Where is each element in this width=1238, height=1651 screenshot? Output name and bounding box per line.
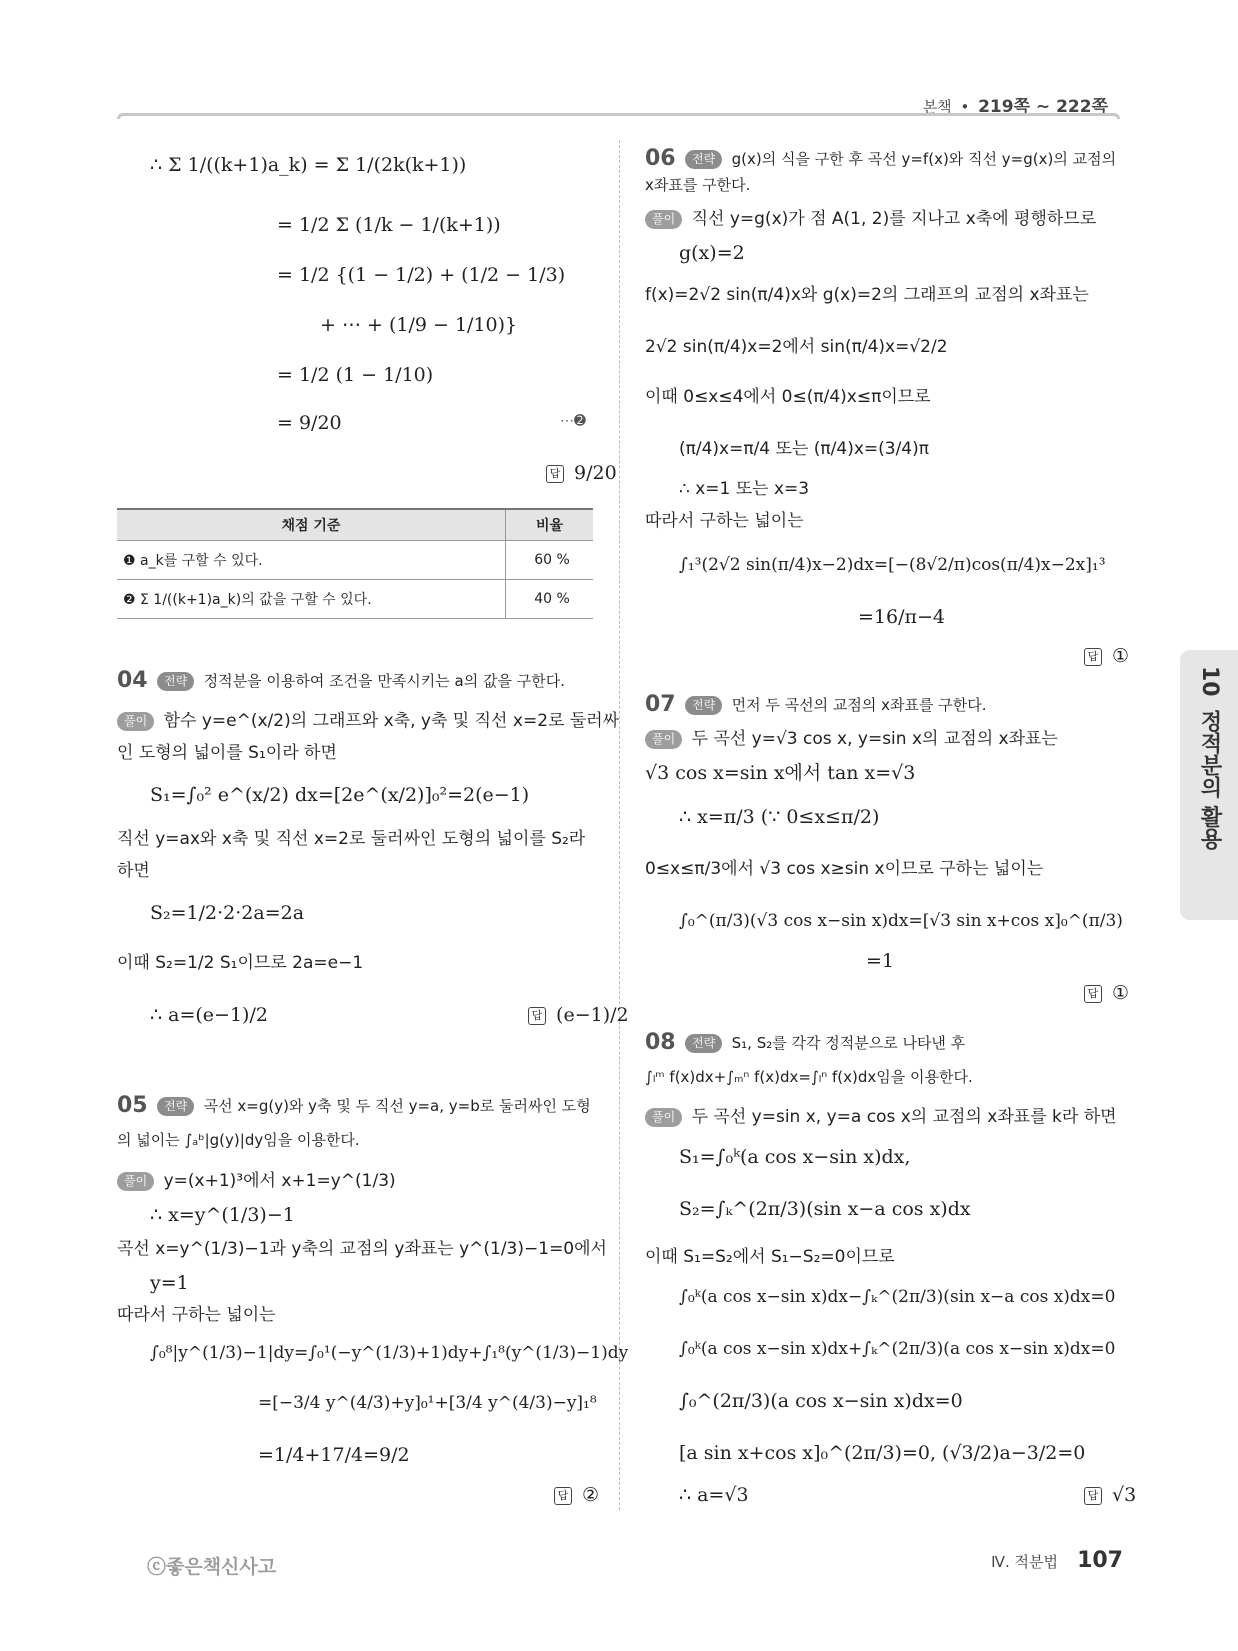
q06-answer	[1084, 645, 1129, 667]
q08-number: 08	[645, 1030, 676, 1055]
q06-line-10: =16/π−4	[858, 606, 945, 628]
q08-line-4: 이때 S₁=S₂에서 S₁−S₂=0이므로	[645, 1247, 895, 1267]
answer-top-value: 9/20	[574, 462, 617, 484]
q05-line-1	[117, 1168, 396, 1194]
answer-icon: 답	[1084, 648, 1102, 666]
scoring-table	[117, 508, 593, 619]
q08-strategy-text-1: S₁, S₂를 각각 정적분으로 나타낸 후	[731, 1034, 966, 1052]
q05-line-4: y=1	[150, 1272, 189, 1294]
q07-line-1-text: 두 곡선 y=√3 cos x, y=sin x의 교점의 x좌표는	[691, 729, 1058, 749]
q06-line-5: 이때 0≤x≤4에서 0≤(π/4)x≤π이므로	[645, 387, 931, 407]
q05-answer	[554, 1484, 599, 1506]
q07-line-1	[645, 726, 1058, 752]
answer-icon: 답	[1084, 1487, 1102, 1505]
q08-answer-value: √3	[1112, 1484, 1137, 1506]
table-cell-criterion: ❶ a_k를 구할 수 있다.	[117, 541, 506, 580]
q04-line-6: S₂=1/2·2·2a=2a	[150, 902, 305, 924]
column-divider	[619, 140, 620, 1510]
q05-answer-value: ②	[582, 1484, 600, 1506]
q04-line-2: 인 도형의 넓이를 S₁이라 하면	[117, 743, 337, 763]
q07-strategy	[645, 692, 986, 718]
chapter-side-tab-text	[1194, 666, 1225, 850]
q08-line-5: ∫₀ᵏ(a cos x−sin x)dx−∫ₖ^(2π/3)(sin x−a cos x)dx=0	[679, 1287, 1116, 1307]
q07-line-5: ∫₀^(π/3)(√3 cos x−sin x)dx=[√3 sin x+cos x]₀^(π/3)	[679, 911, 1123, 931]
q06-answer-value: ①	[1112, 645, 1130, 667]
sum-line-6: = 9/20	[277, 412, 342, 434]
answer-icon: 답	[528, 1007, 546, 1025]
q06-strategy-text-1: g(x)의 식을 구한 후 곡선 y=f(x)와 직선 y=g(x)의 교점의	[731, 150, 1117, 168]
q06-line-9: ∫₁³(2√2 sin(π/4)x−2)dx=[−(8√2/π)cos(π/4)x−2x]₁³	[679, 555, 1106, 575]
strategy-tag: 전략	[685, 150, 722, 169]
q07-number: 07	[645, 692, 676, 717]
table-cell-ratio: 40 %	[506, 580, 594, 619]
q08-line-3: S₂=∫ₖ^(2π/3)(sin x−a cos x)dx	[679, 1198, 971, 1220]
q08-line-2: S₁=∫₀ᵏ(a cos x−sin x)dx,	[679, 1146, 911, 1168]
q04-line-3: S₁=∫₀² e^(x/2) dx=[2e^(x/2)]₀²=2(e−1)	[150, 784, 530, 806]
answer-icon: 답	[1084, 985, 1102, 1003]
q05-number: 05	[117, 1093, 148, 1118]
q04-line-5: 하면	[117, 861, 150, 881]
q04-strategy	[117, 668, 565, 694]
header-bullet: •	[960, 98, 970, 116]
q06-line-1-text: 직선 y=g(x)가 점 A(1, 2)를 지나고 x축에 평행하므로	[691, 209, 1097, 229]
q05-strategy-text-1: 곡선 x=g(y)와 y축 및 두 직선 y=a, y=b로 둘러싸인 도형	[203, 1097, 591, 1115]
q07-line-3: ∴ x=π/3 (∵ 0≤x≤π/2)	[679, 806, 880, 828]
answer-icon: 답	[546, 465, 564, 483]
q06-strategy-2: x좌표를 구한다.	[645, 176, 751, 194]
q08-answer	[1084, 1484, 1136, 1506]
footer-section: Ⅳ. 적분법	[991, 1553, 1058, 1571]
q04-number: 04	[117, 668, 148, 693]
chapter-side-tab	[1180, 650, 1238, 920]
sum-line-3: = 1/2 {(1 − 1/2) + (1/2 − 1/3)	[277, 264, 566, 286]
strategy-tag: 전략	[157, 672, 194, 691]
chapter-number: 10	[1197, 666, 1222, 697]
q07-line-4: 0≤x≤π/3에서 √3 cos x≥sin x이므로 구하는 넓이는	[645, 859, 1044, 879]
q05-line-7: =[−3/4 y^(4/3)+y]₀¹+[3/4 y^(4/3)−y]₁⁸	[258, 1393, 597, 1413]
q08-line-1	[645, 1104, 1117, 1130]
q06-line-1	[645, 206, 1096, 232]
chapter-title: 정적분의 활용	[1197, 710, 1222, 850]
sum-line-5: = 1/2 (1 − 1/10)	[277, 364, 434, 386]
solution-tag: 풀이	[645, 210, 682, 229]
answer-icon: 답	[554, 1487, 572, 1505]
q04-strategy-text: 정적분을 이용하여 조건을 만족시키는 a의 값을 구한다.	[203, 672, 565, 690]
q04-answer	[528, 1004, 629, 1026]
solution-tag: 풀이	[645, 1108, 682, 1127]
strategy-tag: 전략	[685, 1034, 722, 1053]
solution-tag: 풀이	[117, 1172, 154, 1191]
q04-line-8: ∴ a=(e−1)/2	[150, 1004, 268, 1026]
q07-answer	[1084, 982, 1129, 1004]
q07-answer-value: ①	[1112, 982, 1130, 1004]
q06-line-8: 따라서 구하는 넓이는	[645, 511, 804, 531]
q05-strategy-2: 의 넓이는 ∫ₐᵇ|g(y)|dy임을 이용한다.	[117, 1131, 360, 1149]
footer-right	[991, 1548, 1123, 1573]
table-cell-ratio: 60 %	[506, 541, 594, 580]
q05-line-2: ∴ x=y^(1/3)−1	[150, 1204, 295, 1226]
table-cell-criterion: ❷ Σ 1/((k+1)a_k)의 값을 구할 수 있다.	[117, 580, 506, 619]
solution-tag: 풀이	[117, 712, 154, 731]
q06-line-2: g(x)=2	[679, 242, 745, 264]
strategy-tag: 전략	[157, 1097, 194, 1116]
q07-line-6: =1	[866, 950, 895, 972]
q04-line-1-text: 함수 y=e^(x/2)의 그래프와 x축, y축 및 직선 x=2로 둘러싸	[163, 711, 620, 731]
step-marker: ⋯➋	[560, 413, 586, 429]
solution-tag: 풀이	[645, 730, 682, 749]
q08-line-9: ∴ a=√3	[679, 1484, 749, 1506]
q05-line-3: 곡선 x=y^(1/3)−1과 y축의 교점의 y좌표는 y^(1/3)−1=0에서	[117, 1239, 607, 1259]
q07-strategy-text: 먼저 두 곡선의 교점의 x좌표를 구한다.	[731, 696, 987, 714]
table-row	[117, 541, 593, 580]
table-header-row	[117, 509, 593, 541]
footer-page-number: 107	[1077, 1548, 1123, 1573]
q06-line-6: (π/4)x=π/4 또는 (π/4)x=(3/4)π	[679, 439, 929, 459]
sum-line-4: + ⋯ + (1/9 − 1/10)}	[320, 314, 518, 336]
q08-line-8: [a sin x+cos x]₀^(2π/3)=0, (√3/2)a−3/2=0	[679, 1442, 1086, 1464]
q04-line-7: 이때 S₂=1/2 S₁이므로 2a=e−1	[117, 953, 364, 973]
table-header-ratio: 비율	[506, 509, 594, 541]
q07-line-2: √3 cos x=sin x에서 tan x=√3	[645, 762, 916, 784]
q08-line-7: ∫₀^(2π/3)(a cos x−sin x)dx=0	[679, 1390, 963, 1412]
q06-line-3: f(x)=2√2 sin(π/4)x와 g(x)=2의 그래프의 교점의 x좌표는	[645, 285, 1089, 305]
q06-strategy-1	[645, 146, 1116, 172]
q05-line-1-text: y=(x+1)³에서 x+1=y^(1/3)	[163, 1171, 396, 1191]
q05-line-8: =1/4+17/4=9/2	[258, 1444, 410, 1466]
footer-publisher: ⓒ좋은책신사고	[147, 1556, 277, 1578]
table-row	[117, 580, 593, 619]
q08-strategy-1	[645, 1030, 965, 1056]
q05-line-5: 따라서 구하는 넓이는	[117, 1305, 276, 1325]
header-book-label: 본책	[922, 98, 952, 116]
sum-line-2: = 1/2 Σ (1/k − 1/(k+1))	[277, 214, 501, 236]
q06-line-4: 2√2 sin(π/4)x=2에서 sin(π/4)x=√2/2	[645, 337, 948, 357]
table-header-criterion: 채점 기준	[117, 509, 506, 541]
q08-strategy-2: ∫ₗᵐ f(x)dx+∫ₘⁿ f(x)dx=∫ₗⁿ f(x)dx임을 이용한다.	[645, 1068, 973, 1086]
sum-line-1: ∴ Σ 1/((k+1)a_k) = Σ 1/(2k(k+1))	[150, 154, 467, 176]
q06-line-7: ∴ x=1 또는 x=3	[679, 479, 810, 499]
header-rule	[117, 113, 1120, 119]
header-pages: 219쪽 ~ 222쪽	[978, 97, 1108, 117]
q06-number: 06	[645, 146, 676, 171]
answer-top	[546, 462, 617, 484]
q05-line-6: ∫₀⁸|y^(1/3)−1|dy=∫₀¹(−y^(1/3)+1)dy+∫₁⁸(y^(1/3)−1)dy	[150, 1343, 629, 1363]
q08-line-6: ∫₀ᵏ(a cos x−sin x)dx+∫ₖ^(2π/3)(a cos x−sin x)dx=0	[679, 1339, 1116, 1359]
q04-line-4: 직선 y=ax와 x축 및 직선 x=2로 둘러싸인 도형의 넓이를 S₂라	[117, 829, 586, 849]
strategy-tag: 전략	[685, 696, 722, 715]
q04-line-1	[117, 708, 619, 734]
q08-line-1-text: 두 곡선 y=sin x, y=a cos x의 교점의 x좌표를 k라 하면	[691, 1107, 1117, 1127]
q05-strategy-1	[117, 1093, 591, 1119]
q04-answer-value: (e−1)/2	[556, 1004, 629, 1026]
